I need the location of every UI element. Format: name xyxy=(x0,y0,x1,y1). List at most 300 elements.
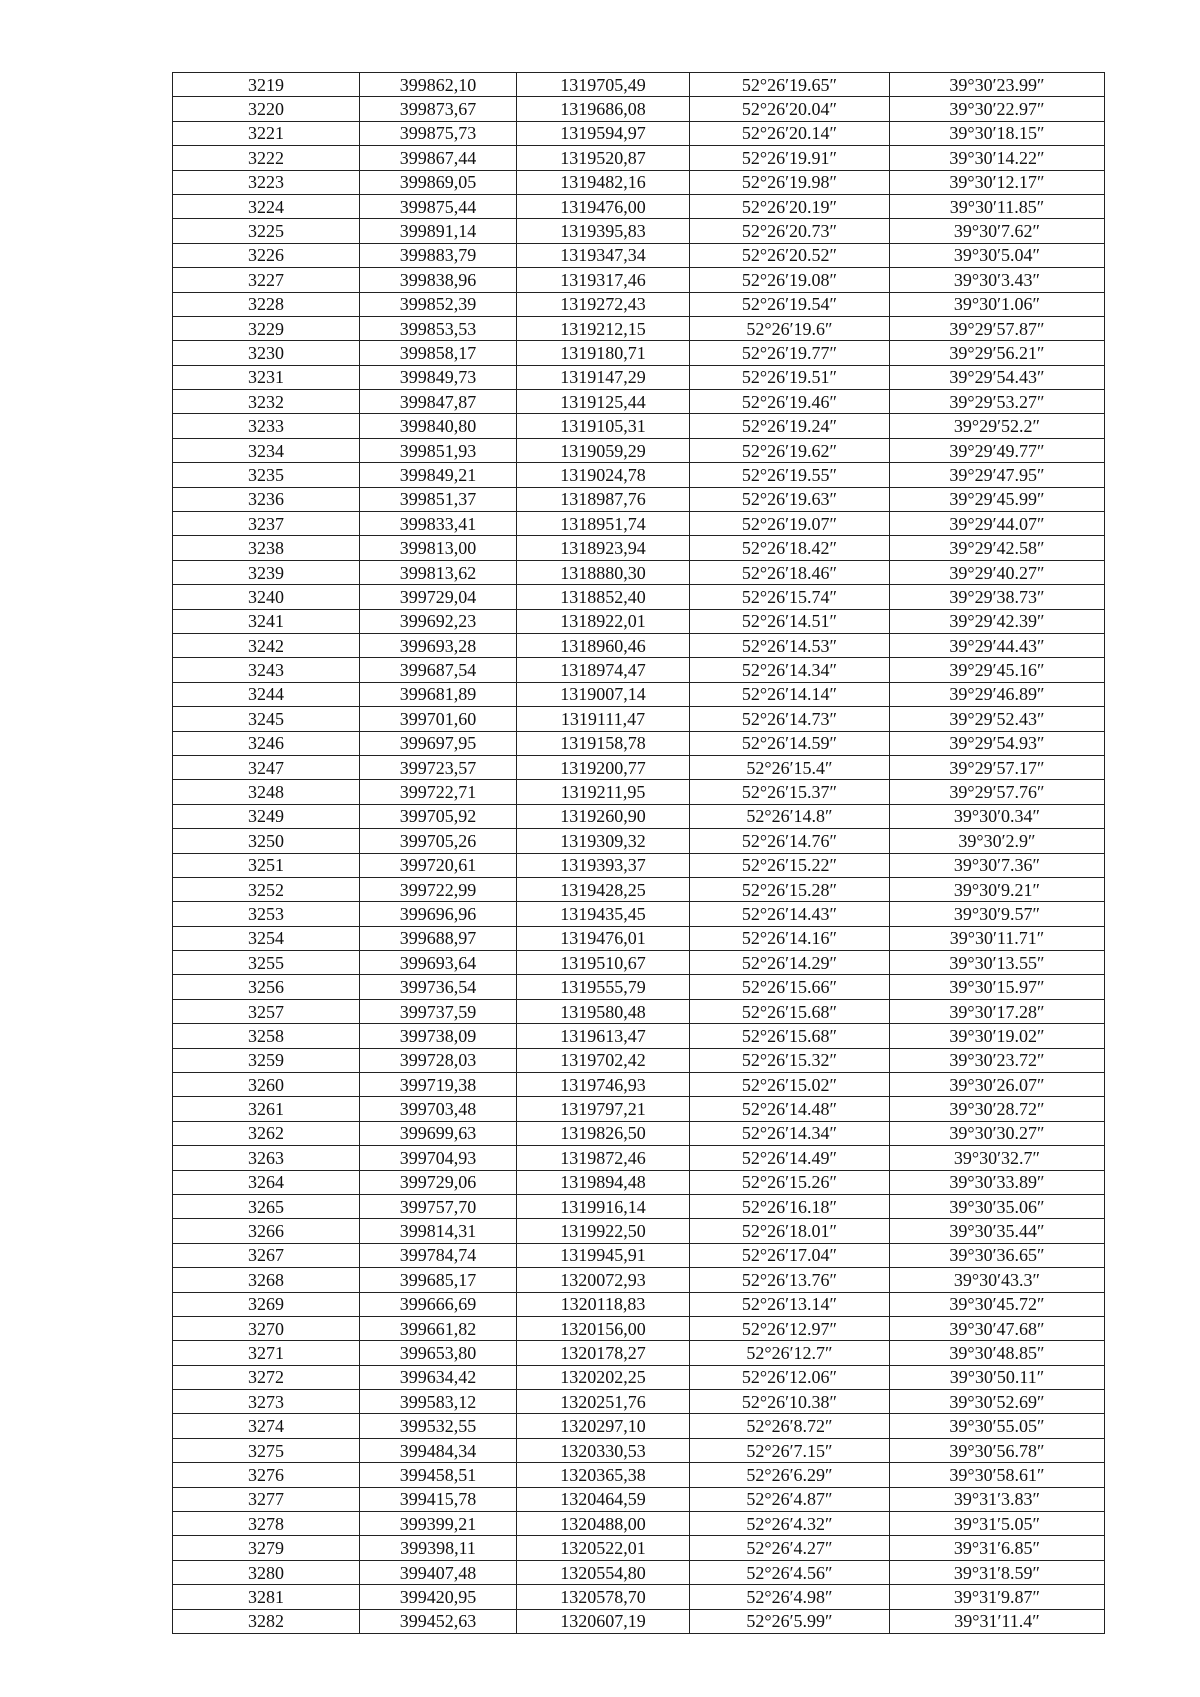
latitude-cell: 52°26′14.16″ xyxy=(690,926,890,950)
longitude-cell: 39°30′56.78″ xyxy=(890,1438,1105,1462)
table-row xyxy=(173,121,1105,145)
point-number-cell: 3247 xyxy=(173,755,360,779)
point-number-cell: 3259 xyxy=(173,1048,360,1072)
x-coordinate-cell: 399704,93 xyxy=(360,1146,517,1170)
point-number-cell: 3266 xyxy=(173,1219,360,1243)
x-coordinate-cell: 399634,42 xyxy=(360,1365,517,1389)
point-number-cell: 3230 xyxy=(173,341,360,365)
y-coordinate-cell: 1319147,29 xyxy=(517,365,690,389)
table-row xyxy=(173,1463,1105,1487)
longitude-cell: 39°30′9.57″ xyxy=(890,902,1105,926)
point-number-cell: 3272 xyxy=(173,1365,360,1389)
y-coordinate-cell: 1319894,48 xyxy=(517,1170,690,1194)
latitude-cell: 52°26′8.72″ xyxy=(690,1414,890,1438)
x-coordinate-cell: 399653,80 xyxy=(360,1341,517,1365)
x-coordinate-cell: 399875,44 xyxy=(360,194,517,218)
longitude-cell: 39°29′40.27″ xyxy=(890,560,1105,584)
x-coordinate-cell: 399833,41 xyxy=(360,512,517,536)
table-row xyxy=(173,877,1105,901)
latitude-cell: 52°26′4.32″ xyxy=(690,1512,890,1536)
latitude-cell: 52°26′14.48″ xyxy=(690,1097,890,1121)
table-row xyxy=(173,926,1105,950)
table-row xyxy=(173,804,1105,828)
latitude-cell: 52°26′19.46″ xyxy=(690,390,890,414)
table-row xyxy=(173,512,1105,536)
y-coordinate-cell: 1319211,95 xyxy=(517,780,690,804)
point-number-cell: 3231 xyxy=(173,365,360,389)
y-coordinate-cell: 1319594,97 xyxy=(517,121,690,145)
table-row xyxy=(173,585,1105,609)
point-number-cell: 3265 xyxy=(173,1194,360,1218)
latitude-cell: 52°26′19.51″ xyxy=(690,365,890,389)
longitude-cell: 39°29′44.07″ xyxy=(890,512,1105,536)
point-number-cell: 3275 xyxy=(173,1438,360,1462)
table-row xyxy=(173,1487,1105,1511)
x-coordinate-cell: 399688,97 xyxy=(360,926,517,950)
longitude-cell: 39°29′42.58″ xyxy=(890,536,1105,560)
table-row xyxy=(173,243,1105,267)
longitude-cell: 39°29′52.43″ xyxy=(890,707,1105,731)
latitude-cell: 52°26′4.56″ xyxy=(690,1560,890,1584)
y-coordinate-cell: 1319309,32 xyxy=(517,829,690,853)
x-coordinate-cell: 399851,37 xyxy=(360,487,517,511)
x-coordinate-cell: 399858,17 xyxy=(360,341,517,365)
y-coordinate-cell: 1319746,93 xyxy=(517,1073,690,1097)
point-number-cell: 3261 xyxy=(173,1097,360,1121)
table-row xyxy=(173,1170,1105,1194)
x-coordinate-cell: 399398,11 xyxy=(360,1536,517,1560)
y-coordinate-cell: 1320607,19 xyxy=(517,1609,690,1633)
longitude-cell: 39°29′45.16″ xyxy=(890,658,1105,682)
point-number-cell: 3253 xyxy=(173,902,360,926)
table-row xyxy=(173,1560,1105,1584)
coordinates-table xyxy=(172,72,1105,1634)
latitude-cell: 52°26′14.8″ xyxy=(690,804,890,828)
y-coordinate-cell: 1320156,00 xyxy=(517,1316,690,1340)
x-coordinate-cell: 399869,05 xyxy=(360,170,517,194)
longitude-cell: 39°30′19.02″ xyxy=(890,1024,1105,1048)
y-coordinate-cell: 1320522,01 xyxy=(517,1536,690,1560)
latitude-cell: 52°26′10.38″ xyxy=(690,1390,890,1414)
longitude-cell: 39°29′57.17″ xyxy=(890,755,1105,779)
table-row xyxy=(173,633,1105,657)
latitude-cell: 52°26′15.37″ xyxy=(690,780,890,804)
y-coordinate-cell: 1319482,16 xyxy=(517,170,690,194)
y-coordinate-cell: 1319510,67 xyxy=(517,951,690,975)
point-number-cell: 3280 xyxy=(173,1560,360,1584)
longitude-cell: 39°30′22.97″ xyxy=(890,97,1105,121)
x-coordinate-cell: 399415,78 xyxy=(360,1487,517,1511)
y-coordinate-cell: 1319520,87 xyxy=(517,146,690,170)
latitude-cell: 52°26′14.51″ xyxy=(690,609,890,633)
table-row xyxy=(173,1146,1105,1170)
table-row xyxy=(173,365,1105,389)
y-coordinate-cell: 1318880,30 xyxy=(517,560,690,584)
point-number-cell: 3241 xyxy=(173,609,360,633)
table-row xyxy=(173,1194,1105,1218)
x-coordinate-cell: 399853,53 xyxy=(360,316,517,340)
table-row xyxy=(173,682,1105,706)
latitude-cell: 52°26′19.08″ xyxy=(690,268,890,292)
y-coordinate-cell: 1319580,48 xyxy=(517,999,690,1023)
table-row xyxy=(173,1609,1105,1633)
longitude-cell: 39°30′23.72″ xyxy=(890,1048,1105,1072)
y-coordinate-cell: 1318951,74 xyxy=(517,512,690,536)
latitude-cell: 52°26′20.04″ xyxy=(690,97,890,121)
y-coordinate-cell: 1319872,46 xyxy=(517,1146,690,1170)
y-coordinate-cell: 1320251,76 xyxy=(517,1390,690,1414)
point-number-cell: 3229 xyxy=(173,316,360,340)
x-coordinate-cell: 399722,99 xyxy=(360,877,517,901)
x-coordinate-cell: 399452,63 xyxy=(360,1609,517,1633)
x-coordinate-cell: 399784,74 xyxy=(360,1243,517,1267)
point-number-cell: 3221 xyxy=(173,121,360,145)
x-coordinate-cell: 399458,51 xyxy=(360,1463,517,1487)
longitude-cell: 39°30′35.06″ xyxy=(890,1194,1105,1218)
latitude-cell: 52°26′12.06″ xyxy=(690,1365,890,1389)
x-coordinate-cell: 399736,54 xyxy=(360,975,517,999)
table-row xyxy=(173,731,1105,755)
table-row xyxy=(173,1512,1105,1536)
table-row xyxy=(173,268,1105,292)
y-coordinate-cell: 1319686,08 xyxy=(517,97,690,121)
latitude-cell: 52°26′15.68″ xyxy=(690,999,890,1023)
y-coordinate-cell: 1319702,42 xyxy=(517,1048,690,1072)
longitude-cell: 39°30′14.22″ xyxy=(890,146,1105,170)
table-row xyxy=(173,1219,1105,1243)
latitude-cell: 52°26′19.07″ xyxy=(690,512,890,536)
y-coordinate-cell: 1320488,00 xyxy=(517,1512,690,1536)
y-coordinate-cell: 1319317,46 xyxy=(517,268,690,292)
longitude-cell: 39°30′28.72″ xyxy=(890,1097,1105,1121)
longitude-cell: 39°30′23.99″ xyxy=(890,73,1105,97)
latitude-cell: 52°26′15.74″ xyxy=(690,585,890,609)
point-number-cell: 3249 xyxy=(173,804,360,828)
point-number-cell: 3228 xyxy=(173,292,360,316)
point-number-cell: 3269 xyxy=(173,1292,360,1316)
point-number-cell: 3255 xyxy=(173,951,360,975)
y-coordinate-cell: 1320365,38 xyxy=(517,1463,690,1487)
table-row xyxy=(173,1243,1105,1267)
table-row xyxy=(173,1365,1105,1389)
point-number-cell: 3252 xyxy=(173,877,360,901)
table-row xyxy=(173,536,1105,560)
y-coordinate-cell: 1319922,50 xyxy=(517,1219,690,1243)
longitude-cell: 39°30′43.3″ xyxy=(890,1268,1105,1292)
x-coordinate-cell: 399687,54 xyxy=(360,658,517,682)
longitude-cell: 39°29′44.43″ xyxy=(890,633,1105,657)
longitude-cell: 39°30′1.06″ xyxy=(890,292,1105,316)
y-coordinate-cell: 1319613,47 xyxy=(517,1024,690,1048)
y-coordinate-cell: 1319059,29 xyxy=(517,438,690,462)
x-coordinate-cell: 399532,55 xyxy=(360,1414,517,1438)
latitude-cell: 52°26′4.27″ xyxy=(690,1536,890,1560)
latitude-cell: 52°26′14.34″ xyxy=(690,1121,890,1145)
point-number-cell: 3250 xyxy=(173,829,360,853)
point-number-cell: 3273 xyxy=(173,1390,360,1414)
y-coordinate-cell: 1319555,79 xyxy=(517,975,690,999)
y-coordinate-cell: 1319212,15 xyxy=(517,316,690,340)
point-number-cell: 3281 xyxy=(173,1585,360,1609)
x-coordinate-cell: 399723,57 xyxy=(360,755,517,779)
latitude-cell: 52°26′7.15″ xyxy=(690,1438,890,1462)
y-coordinate-cell: 1320464,59 xyxy=(517,1487,690,1511)
point-number-cell: 3248 xyxy=(173,780,360,804)
x-coordinate-cell: 399720,61 xyxy=(360,853,517,877)
x-coordinate-cell: 399757,70 xyxy=(360,1194,517,1218)
longitude-cell: 39°29′57.87″ xyxy=(890,316,1105,340)
table-row xyxy=(173,1414,1105,1438)
table-row xyxy=(173,73,1105,97)
latitude-cell: 52°26′14.76″ xyxy=(690,829,890,853)
y-coordinate-cell: 1319428,25 xyxy=(517,877,690,901)
x-coordinate-cell: 399873,67 xyxy=(360,97,517,121)
longitude-cell: 39°30′35.44″ xyxy=(890,1219,1105,1243)
point-number-cell: 3270 xyxy=(173,1316,360,1340)
point-number-cell: 3246 xyxy=(173,731,360,755)
latitude-cell: 52°26′16.18″ xyxy=(690,1194,890,1218)
y-coordinate-cell: 1320554,80 xyxy=(517,1560,690,1584)
x-coordinate-cell: 399705,26 xyxy=(360,829,517,853)
y-coordinate-cell: 1319111,47 xyxy=(517,707,690,731)
latitude-cell: 52°26′19.54″ xyxy=(690,292,890,316)
x-coordinate-cell: 399728,03 xyxy=(360,1048,517,1072)
y-coordinate-cell: 1320578,70 xyxy=(517,1585,690,1609)
y-coordinate-cell: 1318974,47 xyxy=(517,658,690,682)
point-number-cell: 3256 xyxy=(173,975,360,999)
x-coordinate-cell: 399847,87 xyxy=(360,390,517,414)
longitude-cell: 39°31′11.4″ xyxy=(890,1609,1105,1633)
x-coordinate-cell: 399729,04 xyxy=(360,585,517,609)
point-number-cell: 3268 xyxy=(173,1268,360,1292)
latitude-cell: 52°26′15.68″ xyxy=(690,1024,890,1048)
longitude-cell: 39°31′6.85″ xyxy=(890,1536,1105,1560)
x-coordinate-cell: 399399,21 xyxy=(360,1512,517,1536)
point-number-cell: 3274 xyxy=(173,1414,360,1438)
y-coordinate-cell: 1319125,44 xyxy=(517,390,690,414)
x-coordinate-cell: 399420,95 xyxy=(360,1585,517,1609)
table-row xyxy=(173,1341,1105,1365)
latitude-cell: 52°26′12.97″ xyxy=(690,1316,890,1340)
x-coordinate-cell: 399883,79 xyxy=(360,243,517,267)
table-row xyxy=(173,219,1105,243)
longitude-cell: 39°30′26.07″ xyxy=(890,1073,1105,1097)
latitude-cell: 52°26′15.02″ xyxy=(690,1073,890,1097)
point-number-cell: 3220 xyxy=(173,97,360,121)
point-number-cell: 3239 xyxy=(173,560,360,584)
point-number-cell: 3235 xyxy=(173,463,360,487)
latitude-cell: 52°26′14.73″ xyxy=(690,707,890,731)
point-number-cell: 3243 xyxy=(173,658,360,682)
longitude-cell: 39°30′32.7″ xyxy=(890,1146,1105,1170)
longitude-cell: 39°30′55.05″ xyxy=(890,1414,1105,1438)
latitude-cell: 52°26′20.52″ xyxy=(690,243,890,267)
latitude-cell: 52°26′18.46″ xyxy=(690,560,890,584)
x-coordinate-cell: 399840,80 xyxy=(360,414,517,438)
longitude-cell: 39°30′12.17″ xyxy=(890,170,1105,194)
table-row xyxy=(173,194,1105,218)
table-row xyxy=(173,975,1105,999)
point-number-cell: 3278 xyxy=(173,1512,360,1536)
point-number-cell: 3277 xyxy=(173,1487,360,1511)
x-coordinate-cell: 399867,44 xyxy=(360,146,517,170)
table-row xyxy=(173,1268,1105,1292)
latitude-cell: 52°26′15.26″ xyxy=(690,1170,890,1194)
point-number-cell: 3242 xyxy=(173,633,360,657)
x-coordinate-cell: 399719,38 xyxy=(360,1073,517,1097)
longitude-cell: 39°29′54.93″ xyxy=(890,731,1105,755)
point-number-cell: 3225 xyxy=(173,219,360,243)
point-number-cell: 3232 xyxy=(173,390,360,414)
longitude-cell: 39°31′5.05″ xyxy=(890,1512,1105,1536)
latitude-cell: 52°26′14.29″ xyxy=(690,951,890,975)
y-coordinate-cell: 1319945,91 xyxy=(517,1243,690,1267)
latitude-cell: 52°26′14.49″ xyxy=(690,1146,890,1170)
y-coordinate-cell: 1320297,10 xyxy=(517,1414,690,1438)
table-row xyxy=(173,658,1105,682)
longitude-cell: 39°31′8.59″ xyxy=(890,1560,1105,1584)
table-row xyxy=(173,438,1105,462)
x-coordinate-cell: 399696,96 xyxy=(360,902,517,926)
point-number-cell: 3234 xyxy=(173,438,360,462)
x-coordinate-cell: 399701,60 xyxy=(360,707,517,731)
table-row xyxy=(173,707,1105,731)
latitude-cell: 52°26′15.66″ xyxy=(690,975,890,999)
x-coordinate-cell: 399693,28 xyxy=(360,633,517,657)
latitude-cell: 52°26′19.77″ xyxy=(690,341,890,365)
table-row xyxy=(173,170,1105,194)
table-row xyxy=(173,951,1105,975)
y-coordinate-cell: 1320072,93 xyxy=(517,1268,690,1292)
longitude-cell: 39°30′45.72″ xyxy=(890,1292,1105,1316)
latitude-cell: 52°26′6.29″ xyxy=(690,1463,890,1487)
table-row xyxy=(173,1585,1105,1609)
x-coordinate-cell: 399814,31 xyxy=(360,1219,517,1243)
x-coordinate-cell: 399722,71 xyxy=(360,780,517,804)
table-row xyxy=(173,853,1105,877)
table-row xyxy=(173,341,1105,365)
latitude-cell: 52°26′12.7″ xyxy=(690,1341,890,1365)
x-coordinate-cell: 399838,96 xyxy=(360,268,517,292)
point-number-cell: 3262 xyxy=(173,1121,360,1145)
longitude-cell: 39°30′7.62″ xyxy=(890,219,1105,243)
longitude-cell: 39°29′57.76″ xyxy=(890,780,1105,804)
point-number-cell: 3258 xyxy=(173,1024,360,1048)
latitude-cell: 52°26′14.14″ xyxy=(690,682,890,706)
table-row xyxy=(173,390,1105,414)
point-number-cell: 3282 xyxy=(173,1609,360,1633)
y-coordinate-cell: 1318923,94 xyxy=(517,536,690,560)
latitude-cell: 52°26′15.4″ xyxy=(690,755,890,779)
y-coordinate-cell: 1319024,78 xyxy=(517,463,690,487)
latitude-cell: 52°26′14.53″ xyxy=(690,633,890,657)
latitude-cell: 52°26′19.24″ xyxy=(690,414,890,438)
longitude-cell: 39°31′3.83″ xyxy=(890,1487,1105,1511)
table-row xyxy=(173,146,1105,170)
y-coordinate-cell: 1318852,40 xyxy=(517,585,690,609)
y-coordinate-cell: 1319393,37 xyxy=(517,853,690,877)
longitude-cell: 39°29′45.99″ xyxy=(890,487,1105,511)
x-coordinate-cell: 399852,39 xyxy=(360,292,517,316)
longitude-cell: 39°30′15.97″ xyxy=(890,975,1105,999)
x-coordinate-cell: 399661,82 xyxy=(360,1316,517,1340)
point-number-cell: 3254 xyxy=(173,926,360,950)
latitude-cell: 52°26′5.99″ xyxy=(690,1609,890,1633)
latitude-cell: 52°26′14.34″ xyxy=(690,658,890,682)
y-coordinate-cell: 1319260,90 xyxy=(517,804,690,828)
longitude-cell: 39°31′9.87″ xyxy=(890,1585,1105,1609)
x-coordinate-cell: 399705,92 xyxy=(360,804,517,828)
x-coordinate-cell: 399849,21 xyxy=(360,463,517,487)
y-coordinate-cell: 1320330,53 xyxy=(517,1438,690,1462)
y-coordinate-cell: 1319158,78 xyxy=(517,731,690,755)
x-coordinate-cell: 399699,63 xyxy=(360,1121,517,1145)
table-row xyxy=(173,414,1105,438)
table-row xyxy=(173,1048,1105,1072)
y-coordinate-cell: 1320118,83 xyxy=(517,1292,690,1316)
point-number-cell: 3237 xyxy=(173,512,360,536)
y-coordinate-cell: 1319007,14 xyxy=(517,682,690,706)
point-number-cell: 3233 xyxy=(173,414,360,438)
y-coordinate-cell: 1319105,31 xyxy=(517,414,690,438)
y-coordinate-cell: 1320202,25 xyxy=(517,1365,690,1389)
point-number-cell: 3260 xyxy=(173,1073,360,1097)
table-row xyxy=(173,1121,1105,1145)
y-coordinate-cell: 1318922,01 xyxy=(517,609,690,633)
longitude-cell: 39°30′11.71″ xyxy=(890,926,1105,950)
point-number-cell: 3222 xyxy=(173,146,360,170)
latitude-cell: 52°26′19.65″ xyxy=(690,73,890,97)
longitude-cell: 39°30′52.69″ xyxy=(890,1390,1105,1414)
y-coordinate-cell: 1319476,01 xyxy=(517,926,690,950)
point-number-cell: 3227 xyxy=(173,268,360,292)
y-coordinate-cell: 1319916,14 xyxy=(517,1194,690,1218)
table-row xyxy=(173,902,1105,926)
point-number-cell: 3219 xyxy=(173,73,360,97)
point-number-cell: 3245 xyxy=(173,707,360,731)
longitude-cell: 39°30′5.04″ xyxy=(890,243,1105,267)
latitude-cell: 52°26′14.43″ xyxy=(690,902,890,926)
latitude-cell: 52°26′19.91″ xyxy=(690,146,890,170)
table-row xyxy=(173,560,1105,584)
x-coordinate-cell: 399738,09 xyxy=(360,1024,517,1048)
point-number-cell: 3271 xyxy=(173,1341,360,1365)
longitude-cell: 39°29′42.39″ xyxy=(890,609,1105,633)
y-coordinate-cell: 1320178,27 xyxy=(517,1341,690,1365)
latitude-cell: 52°26′19.63″ xyxy=(690,487,890,511)
x-coordinate-cell: 399692,23 xyxy=(360,609,517,633)
x-coordinate-cell: 399851,93 xyxy=(360,438,517,462)
point-number-cell: 3267 xyxy=(173,1243,360,1267)
longitude-cell: 39°30′50.11″ xyxy=(890,1365,1105,1389)
x-coordinate-cell: 399666,69 xyxy=(360,1292,517,1316)
table-row xyxy=(173,292,1105,316)
latitude-cell: 52°26′4.87″ xyxy=(690,1487,890,1511)
table-row xyxy=(173,1097,1105,1121)
table-row xyxy=(173,1390,1105,1414)
latitude-cell: 52°26′13.14″ xyxy=(690,1292,890,1316)
longitude-cell: 39°30′17.28″ xyxy=(890,999,1105,1023)
table-row xyxy=(173,1024,1105,1048)
longitude-cell: 39°30′47.68″ xyxy=(890,1316,1105,1340)
longitude-cell: 39°30′7.36″ xyxy=(890,853,1105,877)
table-row xyxy=(173,97,1105,121)
point-number-cell: 3264 xyxy=(173,1170,360,1194)
longitude-cell: 39°29′38.73″ xyxy=(890,585,1105,609)
table-row xyxy=(173,1292,1105,1316)
longitude-cell: 39°29′54.43″ xyxy=(890,365,1105,389)
x-coordinate-cell: 399407,48 xyxy=(360,1560,517,1584)
